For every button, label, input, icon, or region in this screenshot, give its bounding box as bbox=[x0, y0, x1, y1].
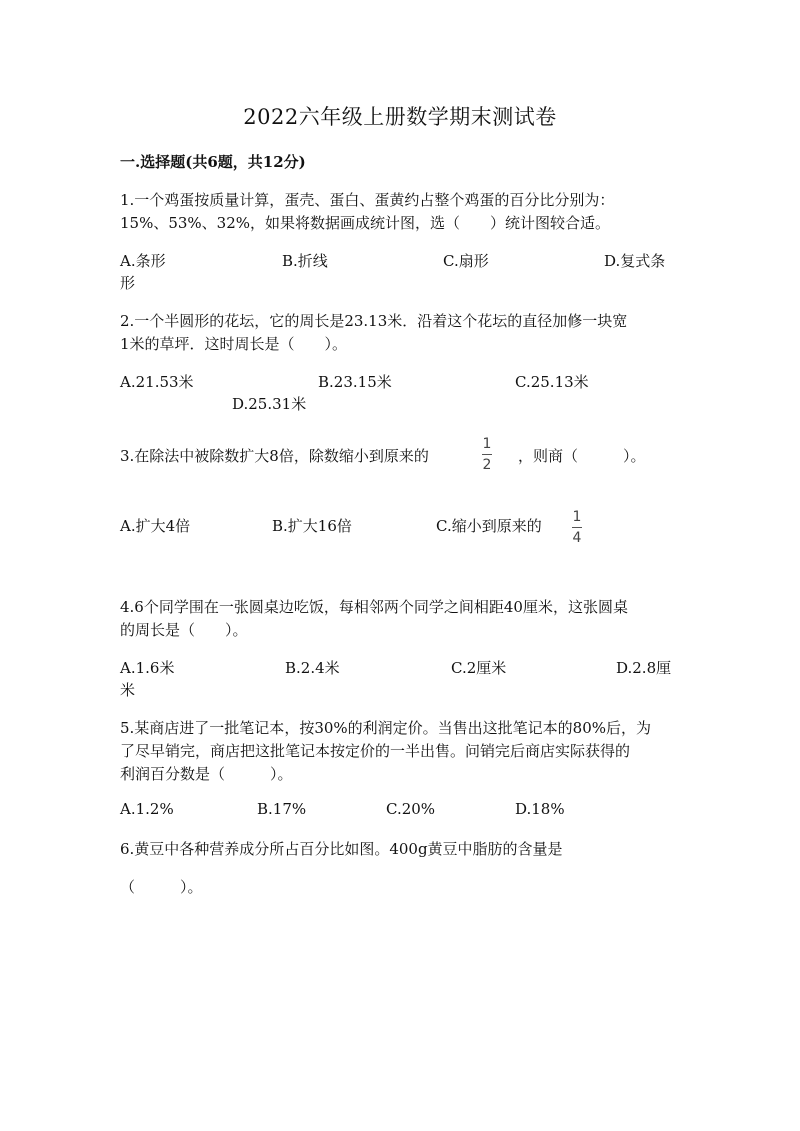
fraction-numerator: 1 bbox=[482, 436, 492, 452]
question-3-option-a: A.扩大4倍 bbox=[120, 517, 191, 535]
fraction-numerator: 1 bbox=[572, 509, 582, 525]
fraction-denominator: 4 bbox=[572, 530, 582, 546]
page-title: 2022六年级上册数学期末测试卷 bbox=[243, 105, 557, 129]
question-1-option-b: B.折线 bbox=[282, 252, 328, 270]
section-heading: 一.选择题(共6题，共12分) bbox=[120, 153, 306, 171]
question-1-option-d: D.复式条 bbox=[604, 252, 666, 270]
question-1-option-c: C.扇形 bbox=[443, 252, 489, 270]
fraction-bar bbox=[482, 454, 492, 455]
question-1-line-2: 15%、53%、32%，如果将数据画成统计图，选（ ）统计图较合适。 bbox=[120, 214, 611, 232]
question-4-line-2: 的周长是（ ）。 bbox=[120, 621, 248, 639]
question-2-line-1: 2.一个半圆形的花坛，它的周长是23.13米．沿着这个花坛的直径加修一块宽 bbox=[120, 312, 628, 330]
question-4-option-d-wrap: 米 bbox=[120, 681, 136, 699]
question-3-option-b: B.扩大16倍 bbox=[272, 517, 352, 535]
question-3-text: 3.在除法中被除数扩大8倍，除数缩小到原来的 bbox=[120, 447, 429, 465]
question-2-option-d: D.25.31米 bbox=[232, 395, 307, 413]
question-1-option-a: A.条形 bbox=[120, 252, 166, 270]
question-2-option-c: C.25.13米 bbox=[515, 373, 589, 391]
fraction-bar bbox=[572, 527, 582, 528]
question-5-option-b: B.17% bbox=[257, 800, 307, 818]
question-4-option-b: B.2.4米 bbox=[285, 659, 340, 677]
question-3-text-after: ，则商（ ）。 bbox=[518, 447, 646, 465]
question-3-option-c-fraction bbox=[572, 510, 582, 545]
fraction-denominator: 2 bbox=[482, 457, 492, 473]
question-5-option-a: A.1.2% bbox=[120, 800, 174, 818]
question-5-option-c: C.20% bbox=[386, 800, 436, 818]
question-5-line-3: 利润百分数是（ ）。 bbox=[120, 765, 293, 783]
question-5-line-2: 了尽早销完，商店把这批笔记本按定价的一半出售。问销完后商店实际获得的 bbox=[120, 742, 631, 760]
question-5-line-1: 5.某商店进了一批笔记本，按30%的利润定价。当售出这批笔记本的80%后，为 bbox=[120, 719, 651, 737]
question-5-option-d: D.18% bbox=[515, 800, 565, 818]
question-2-option-b: B.23.15米 bbox=[318, 373, 392, 391]
question-4-option-c: C.2厘米 bbox=[451, 659, 507, 677]
question-1-line-1: 1.一个鸡蛋按质量计算，蛋壳、蛋白、蛋黄约占整个鸡蛋的百分比分别为： bbox=[120, 191, 615, 209]
question-6-line-1: 6.黄豆中各种营养成分所占百分比如图。400g黄豆中脂肪的含量是 bbox=[120, 840, 563, 858]
question-2-line-2: 1米的草坪．这时周长是（ ）。 bbox=[120, 335, 348, 353]
question-4-option-a: A.1.6米 bbox=[120, 659, 175, 677]
question-6-line-2: （ ）。 bbox=[120, 878, 203, 896]
question-2-option-a: A.21.53米 bbox=[120, 373, 194, 391]
question-3-fraction bbox=[482, 437, 492, 472]
question-4-option-d: D.2.8厘 bbox=[616, 659, 672, 677]
question-1-option-d-wrap: 形 bbox=[120, 274, 136, 292]
question-4-line-1: 4.6个同学围在一张圆桌边吃饭，每相邻两个同学之间相距40厘米，这张圆桌 bbox=[120, 598, 628, 616]
question-3-option-c: C.缩小到原来的 bbox=[436, 517, 542, 535]
